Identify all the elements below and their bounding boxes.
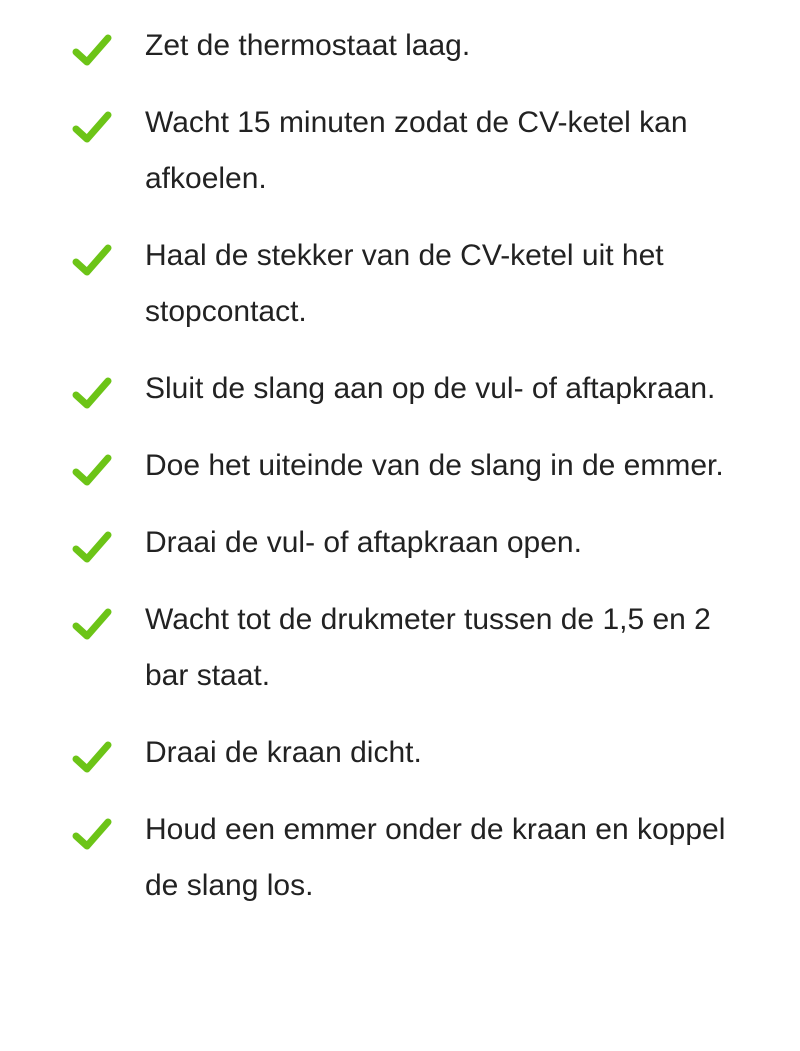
checklist-item-text: Haal de stekker van de CV-ketel uit het stopcontact. <box>145 239 664 328</box>
checklist-item <box>0 802 800 914</box>
check-mark-icon <box>72 607 112 641</box>
check-mark-icon <box>72 453 112 487</box>
checklist-item <box>0 95 800 207</box>
steps-checklist <box>0 18 800 935</box>
checklist-item-text: Doe het uiteinde van de slang in de emmer. <box>145 449 724 482</box>
check-mark-icon <box>72 740 112 774</box>
checklist-item <box>0 725 800 781</box>
check-mark-icon <box>72 33 112 67</box>
checklist-item-text: Draai de vul- of aftapkraan open. <box>145 526 582 559</box>
checklist-item <box>0 361 800 417</box>
checklist-item <box>0 515 800 571</box>
checklist-item-text: Zet de thermostaat laag. <box>145 29 471 62</box>
checklist-item-text: Draai de kraan dicht. <box>145 736 422 769</box>
checklist-item <box>0 592 800 704</box>
check-mark-icon <box>72 376 112 410</box>
checklist-item-text: Houd een emmer onder de kraan en koppel de slang los. <box>145 813 726 902</box>
checklist-item <box>0 18 800 74</box>
checklist-item-text: Wacht tot de drukmeter tussen de 1,5 en 2 bar staat. <box>145 603 711 692</box>
check-mark-icon <box>72 530 112 564</box>
checklist-item <box>0 228 800 340</box>
checklist-item <box>0 438 800 494</box>
checklist-item-text: Wacht 15 minuten zodat de CV-ketel kan afkoelen. <box>145 106 688 195</box>
check-mark-icon <box>72 110 112 144</box>
check-mark-icon <box>72 817 112 851</box>
check-mark-icon <box>72 243 112 277</box>
checklist-item-text: Sluit de slang aan op de vul- of aftapkraan. <box>145 372 716 405</box>
